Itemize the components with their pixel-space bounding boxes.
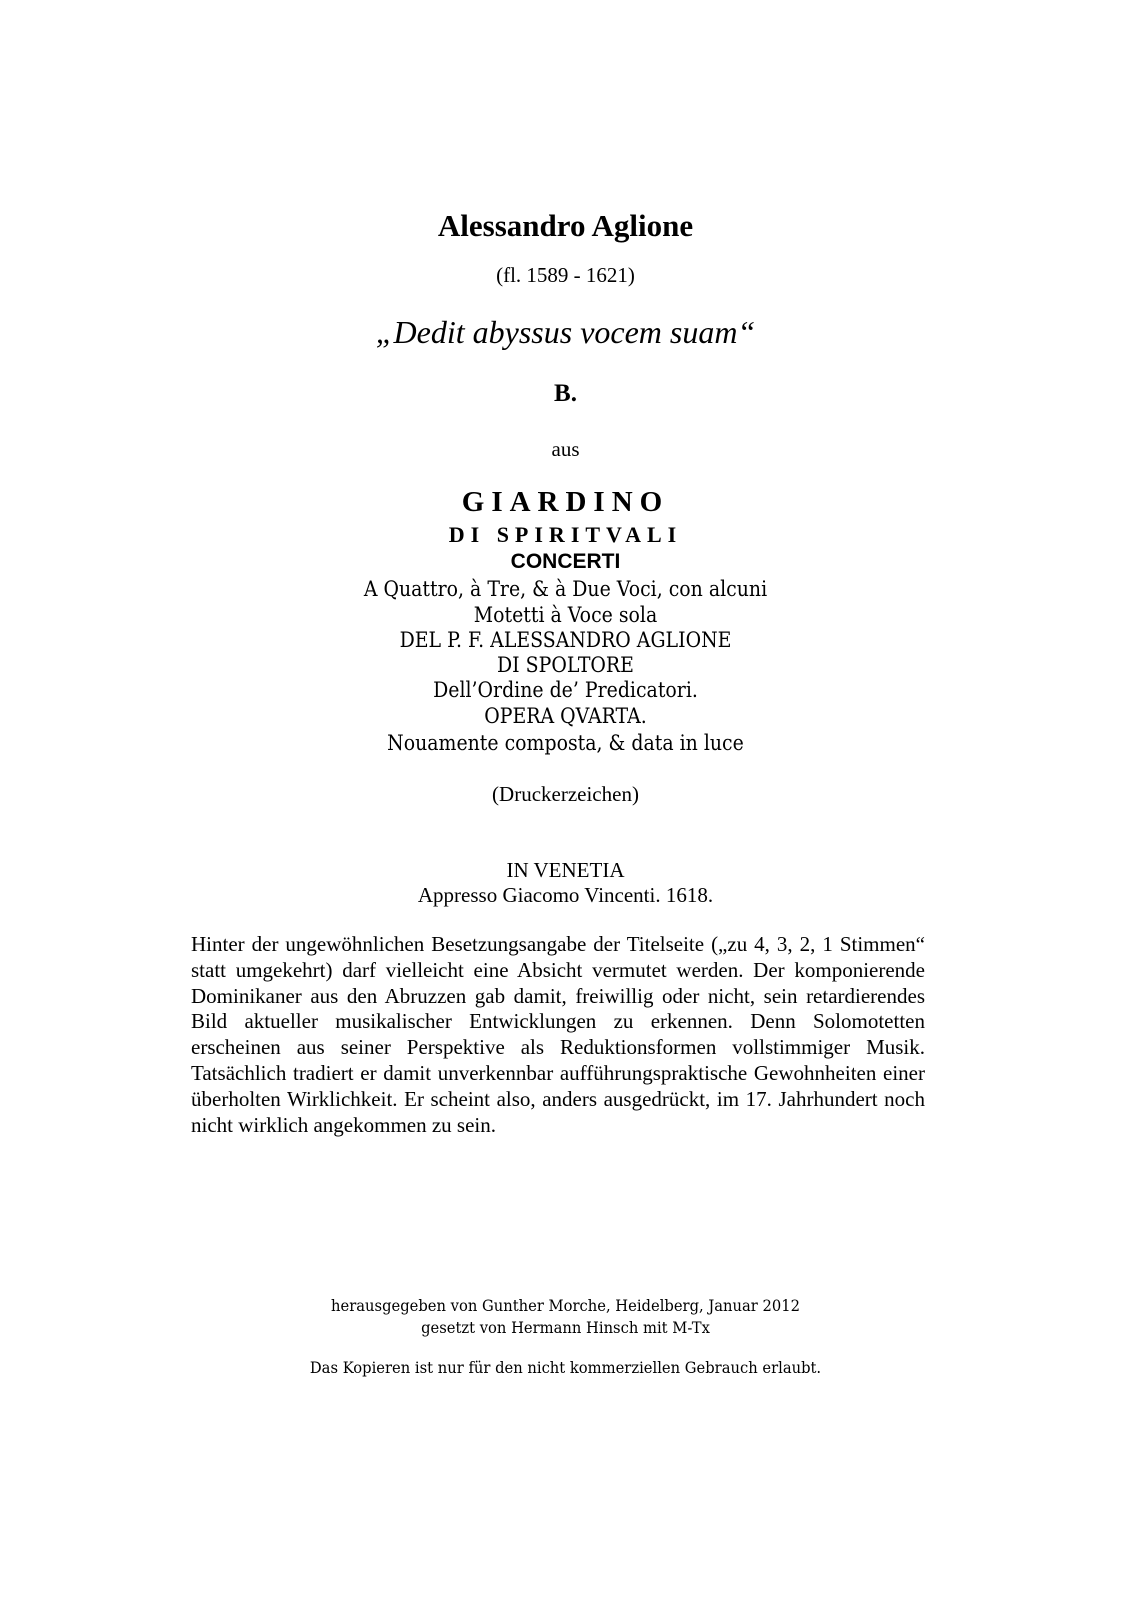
copyright-notice: Das Kopieren ist nur für den nicht kommerziellen Gebrauch erlaubt. [309, 1358, 822, 1377]
imprint-place: IN VENETIA [506, 858, 625, 882]
commentary-paragraph: Hinter der ungewöhnlichen Besetzungsangabe der Titelseite („zu 4, 3, 2, 1 Stimmen“ statt umgekehrt) darf vielleicht eine Absicht vermutet werden. Der komponierende Dominikaner aus den Abruzzen gab damit, freiwillig oder nicht, sein retardierendes Bild aktueller musikalischer Entwicklungen zu erkennen. Denn Solomotetten erscheinen aus seiner Perspektive als Reduktionsformen vollstimmiger Musik. Tatsächlich tradiert er damit unverkennbar aufführungspraktische Gewohnheiten einer überholten Wirklichkeit. Er scheint also, anders ausgedrückt, im 17. Jahrhundert noch nicht wirklich angekommen zu sein. [191, 932, 925, 1137]
composer-name: Alessandro Aglione [437, 208, 694, 243]
title-line: Nouamente composta, & data in luce [387, 731, 744, 755]
work-title: „Dedit abyssus vocem suam“ [375, 314, 756, 350]
voice-part: B. [554, 380, 577, 407]
typesetter-credit: gesetzt von Hermann Hinsch mit M-Tx [421, 1318, 710, 1337]
editor-credit: herausgegeben von Gunther Morche, Heidelberg, Januar 2012 [331, 1296, 800, 1315]
source-label: aus [551, 437, 580, 461]
title-line: Dell’Ordine de’ Predicatori. [433, 678, 698, 702]
title-line: OPERA QVARTA. [484, 704, 647, 728]
title-line: Motetti à Voce sola [473, 603, 658, 627]
imprint-printer: Appresso Giacomo Vincenti. 1618. [417, 883, 714, 907]
print-title-concerti: CONCERTI [510, 550, 621, 573]
title-line: DI SPOLTORE [497, 653, 634, 677]
composer-dates: (fl. 1589 - 1621) [496, 263, 635, 287]
title-line: A Quattro, à Tre, & à Due Voci, con alcuni [363, 577, 768, 601]
print-title-spiritvali: DI SPIRITVALI [448, 522, 683, 547]
printer-mark-note: (Druckerzeichen) [492, 782, 639, 806]
title-line: DEL P. F. ALESSANDRO AGLIONE [399, 628, 732, 652]
print-title-giardino: GIARDINO [461, 486, 670, 518]
